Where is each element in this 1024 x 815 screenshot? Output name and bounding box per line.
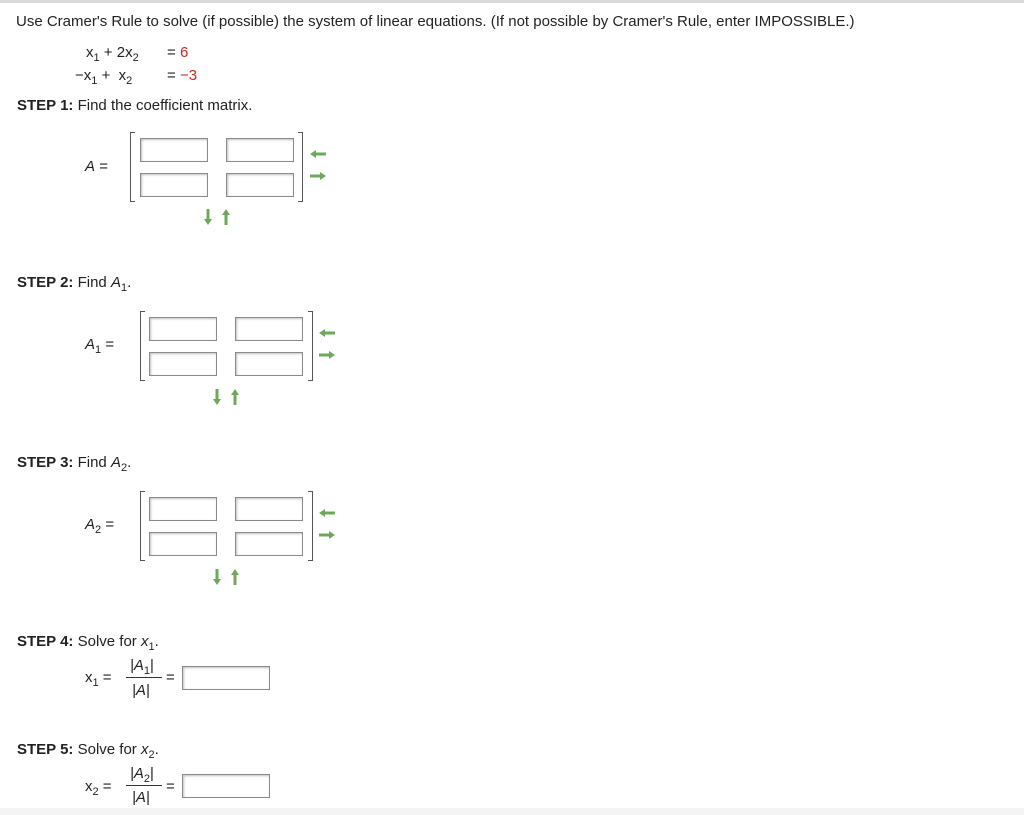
x1-denominator: |A| — [132, 682, 150, 699]
arrow-left-icon[interactable] — [318, 508, 336, 518]
x2-numerator: $|A_2|$ — [130, 765, 154, 785]
matrix-a2-cell-11[interactable] — [149, 497, 217, 521]
top-divider — [0, 0, 1024, 3]
matrix-a2-cell-21[interactable] — [149, 532, 217, 556]
x2-denominator: |A| — [132, 789, 150, 806]
equation-1-rhs: = 6 — [167, 44, 189, 61]
x2-answer-input[interactable] — [182, 774, 270, 798]
right-bracket — [308, 311, 313, 381]
arrow-down-icon[interactable] — [212, 388, 222, 406]
arrow-right-icon[interactable] — [309, 171, 327, 181]
x1-answer-input[interactable] — [182, 666, 270, 690]
matrix-a1-label: $A_1$ = — [85, 336, 115, 356]
step-2-heading: STEP 2: Find $A_1$. — [17, 274, 132, 294]
fraction-bar — [126, 677, 162, 678]
x1-label: $x_1$ = — [85, 669, 112, 689]
matrix-a2-cell-22[interactable] — [235, 532, 303, 556]
left-bracket — [130, 132, 135, 202]
arrow-up-icon[interactable] — [230, 568, 240, 586]
step-4-heading: STEP 4: Solve for $x_1$. — [17, 633, 159, 653]
matrix-a2-label: $A_2$ = — [85, 516, 115, 536]
bottom-divider — [0, 808, 1024, 815]
arrow-up-icon[interactable] — [230, 388, 240, 406]
arrow-down-icon[interactable] — [212, 568, 222, 586]
equals-sign: = — [166, 669, 175, 686]
matrix-a-cell-11[interactable] — [140, 138, 208, 162]
matrix-a2-cell-12[interactable] — [235, 497, 303, 521]
x2-label: $x_2$ = — [85, 778, 112, 798]
left-bracket — [140, 491, 145, 561]
step-3-heading: STEP 3: Find $A_2$. — [17, 454, 132, 474]
left-bracket — [140, 311, 145, 381]
equation-2: $-x_1 + x_2$ — [75, 67, 133, 87]
arrow-left-icon[interactable] — [309, 149, 327, 159]
arrow-left-icon[interactable] — [318, 328, 336, 338]
right-bracket — [298, 132, 303, 202]
equals-sign: = — [166, 778, 175, 795]
matrix-a-cell-22[interactable] — [226, 173, 294, 197]
matrix-a-label: A = — [85, 158, 108, 175]
matrix-a1-cell-21[interactable] — [149, 352, 217, 376]
matrix-a-cell-21[interactable] — [140, 173, 208, 197]
arrow-down-icon[interactable] — [203, 208, 213, 226]
arrow-right-icon[interactable] — [318, 350, 336, 360]
matrix-a1-cell-11[interactable] — [149, 317, 217, 341]
instructions: Use Cramer's Rule to solve (if possible) the system of linear equations. (If not possible by Cramer's Rule, enter IMPOSSIBLE.) — [16, 13, 855, 30]
matrix-a1-cell-12[interactable] — [235, 317, 303, 341]
arrow-right-icon[interactable] — [318, 530, 336, 540]
step-5-heading: STEP 5: Solve for $x_2$. — [17, 741, 159, 761]
equation-1: $x_1 + 2x_2$ — [86, 44, 139, 64]
matrix-a-cell-12[interactable] — [226, 138, 294, 162]
arrow-up-icon[interactable] — [221, 208, 231, 226]
x1-numerator: $|A_1|$ — [130, 657, 154, 677]
step-1-heading: STEP 1: Find the coefficient matrix. — [17, 97, 253, 114]
equation-2-rhs: = −3 — [167, 67, 198, 84]
matrix-a1-cell-22[interactable] — [235, 352, 303, 376]
right-bracket — [308, 491, 313, 561]
fraction-bar — [126, 785, 162, 786]
